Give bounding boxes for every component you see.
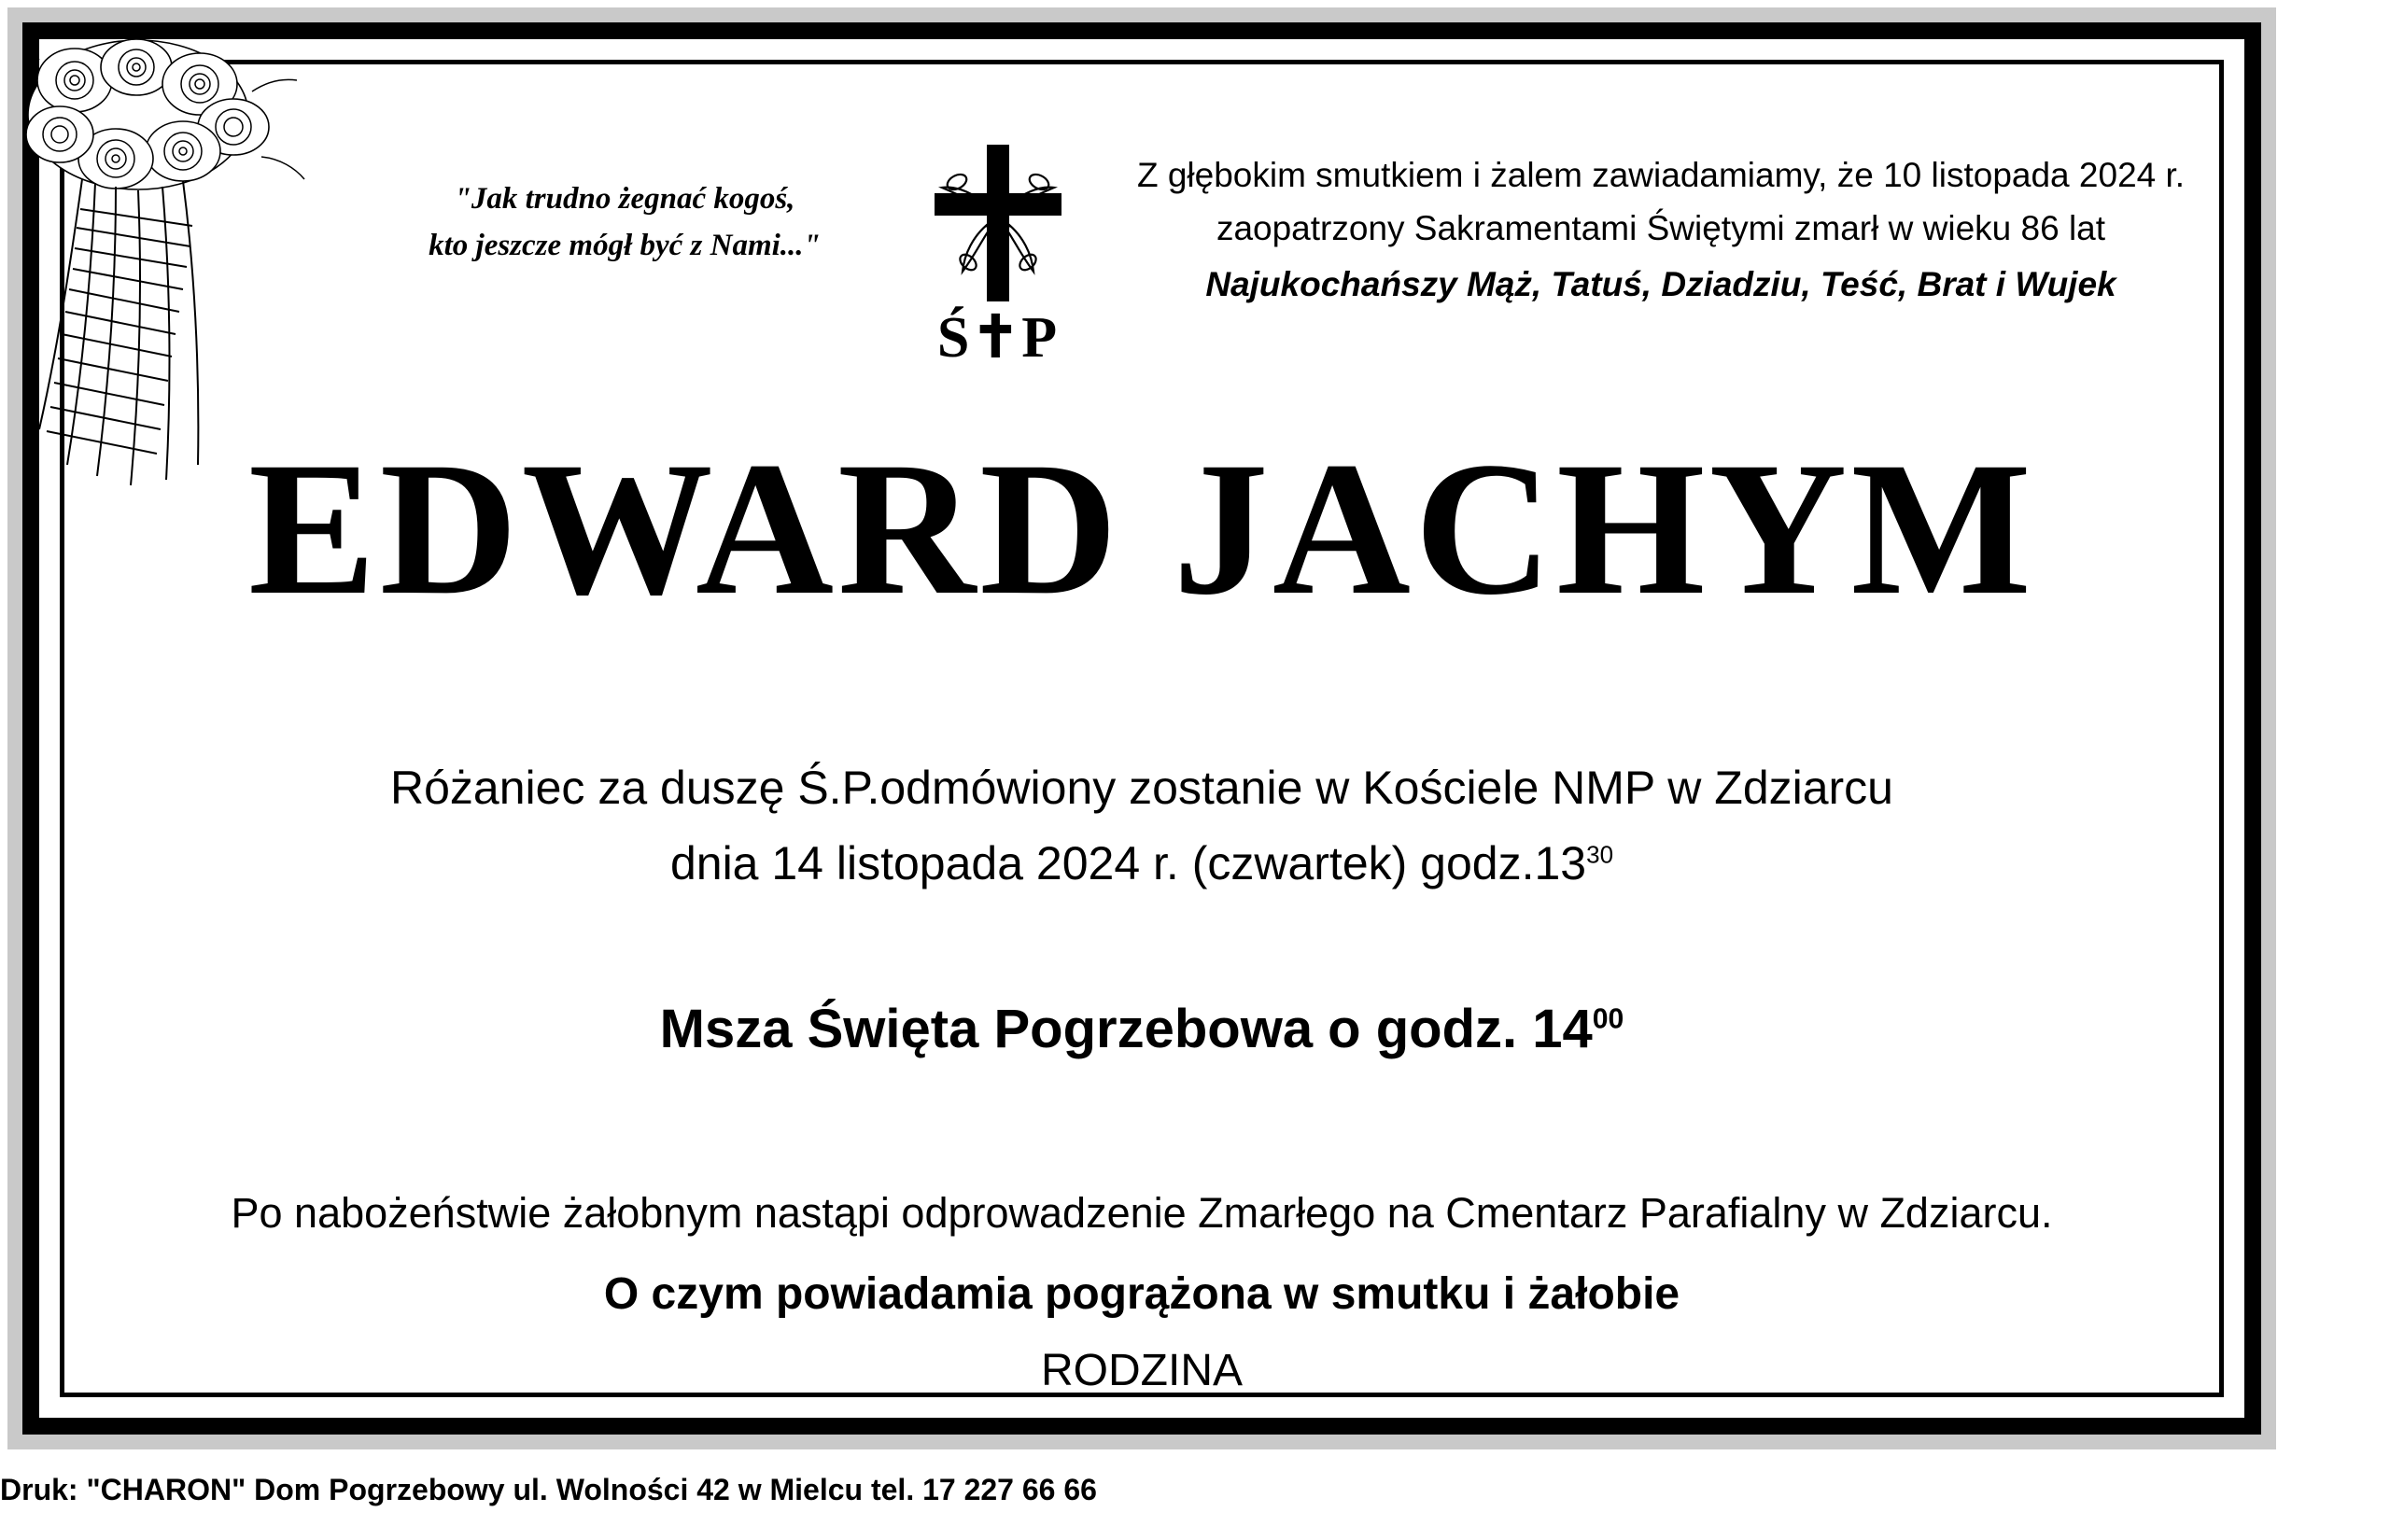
mass-info bbox=[176, 998, 2107, 1060]
rosary-line-2 bbox=[176, 826, 2107, 902]
rosary-line-1: Różaniec za duszę Ś.P.odmówiony zostanie w Kościele NMP w Zdziarcu bbox=[389, 762, 1893, 814]
memorial-quote-line-2: kto jeszcze mógł być z Nami..." bbox=[429, 228, 821, 262]
rosary-datetime: dnia 14 listopada 2024 r. (czwartek) godz.13 bbox=[669, 837, 1587, 889]
funeral-notice-outer-frame bbox=[7, 7, 2276, 1449]
mass-time-text: Msza Święta Pogrzebowa o godz. 14 bbox=[659, 999, 1593, 1059]
printer-credit: Druk: "CHARON" Dom Pogrzebowy ul. Wolności 42 w Mielcu tel. 17 227 66 66 bbox=[0, 1473, 1097, 1506]
rosary-minutes: 30 bbox=[1586, 840, 1614, 869]
family-signature: RODZINA bbox=[1041, 1346, 1243, 1395]
cross-block bbox=[914, 139, 1082, 370]
notice-header-area bbox=[64, 64, 2219, 400]
sp-abbreviation: Ś✝P bbox=[936, 306, 1060, 370]
announcement-line-1: Z głębokim smutkiem i żalem zawiadamiamy, że 10 listopada 2024 r. bbox=[1136, 156, 2186, 194]
family-message: O czym powiadamia pogrążona w smutku i żałobie bbox=[603, 1269, 1680, 1319]
announcement-text bbox=[1091, 148, 2230, 315]
funeral-notice-black-border bbox=[22, 22, 2261, 1435]
after-service-info: Po nabożeństwie żałobnym nastąpi odprowadzenie Zmarłego na Cmentarz Parafialny w Zdziarcu. bbox=[231, 1189, 2053, 1237]
rosary-info bbox=[176, 750, 2107, 902]
announcement-line-2: zaopatrzony Sakramentami Świętymi zmarł w wieku 86 lat bbox=[1216, 209, 2106, 248]
announcement-relations: Najukochańszy Mąż, Tatuś, Dziadziu, Teść, Brat i Wujek bbox=[1205, 264, 2116, 303]
memorial-quote bbox=[373, 176, 877, 269]
funeral-notice-content bbox=[60, 60, 2224, 1397]
memorial-quote-line-1: "Jak trudno żegnać kogoś, bbox=[454, 182, 795, 216]
deceased-name: EDWARD JACHYM bbox=[247, 423, 2036, 635]
mass-minutes: 00 bbox=[1592, 1003, 1624, 1035]
